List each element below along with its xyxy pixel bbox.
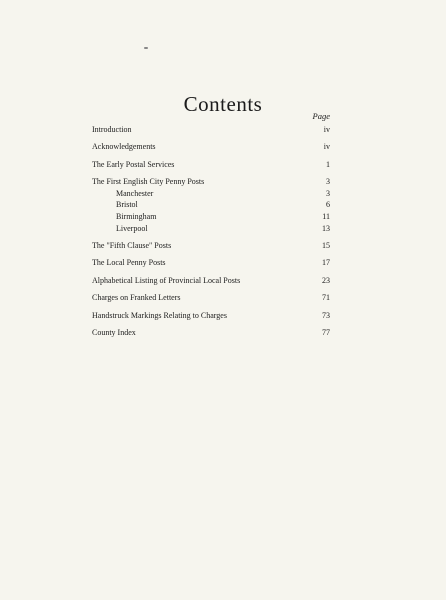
toc-entry-title: Introduction [92,125,132,134]
toc-entry [92,240,330,252]
toc-entry [92,124,330,136]
page-column-label: Page [312,111,330,121]
toc-entry-title: The Early Postal Services [92,159,175,169]
toc-entry-title: Handstruck Markings Relating to Charges [92,310,227,320]
toc-entry [92,159,330,171]
toc-entry [92,327,330,339]
toc-entry-page: 3 [326,177,330,187]
toc-entry-title: Manchester [92,189,155,198]
toc-entry [92,176,330,188]
toc-entry-page: iv [323,142,330,152]
toc-entry-page: 77 [322,327,330,337]
page-title: Contents [183,92,263,116]
toc-entry-title: Bristol [92,200,140,209]
toc-entry-page: 1 [326,159,330,169]
toc-entry-title: The Local Penny Posts [92,258,166,268]
toc-entry [92,310,330,322]
toc-entry-title: The First English City Penny Posts [92,177,205,187]
toc-entry-page: 13 [322,223,330,233]
toc-entry [92,223,330,235]
toc-entry [92,257,330,269]
toc-entry-page: 17 [322,258,330,268]
toc-entry [92,292,330,304]
toc-entry-page: 73 [322,310,330,320]
toc-entry-page: 11 [322,211,330,221]
toc-entry-page: 3 [326,188,330,198]
toc-entry-title: Birmingham [92,212,158,221]
toc-entry-title: Alphabetical Listing of Provincial Local Posts [92,275,241,285]
toc-entry-title: County Index [92,327,136,337]
table-of-contents [92,124,330,338]
page-mark [144,47,148,49]
toc-entry-page: iv [323,125,330,134]
toc-entry [92,211,330,223]
toc-entry-page: 71 [322,293,330,303]
toc-entry-page: 6 [326,200,330,210]
toc-entry [92,199,330,211]
toc-entry [92,275,330,287]
toc-entry [92,141,330,153]
toc-entry-page: 15 [322,240,330,250]
toc-entry-page: 23 [322,275,330,285]
toc-entry-title: Acknowledgements [92,142,156,152]
toc-entry-title: Charges on Franked Letters [92,293,181,303]
toc-entry-title: Liverpool [92,224,150,233]
toc-entry [92,188,330,200]
toc-entry-title: The "Fifth Clause" Posts [92,240,172,250]
